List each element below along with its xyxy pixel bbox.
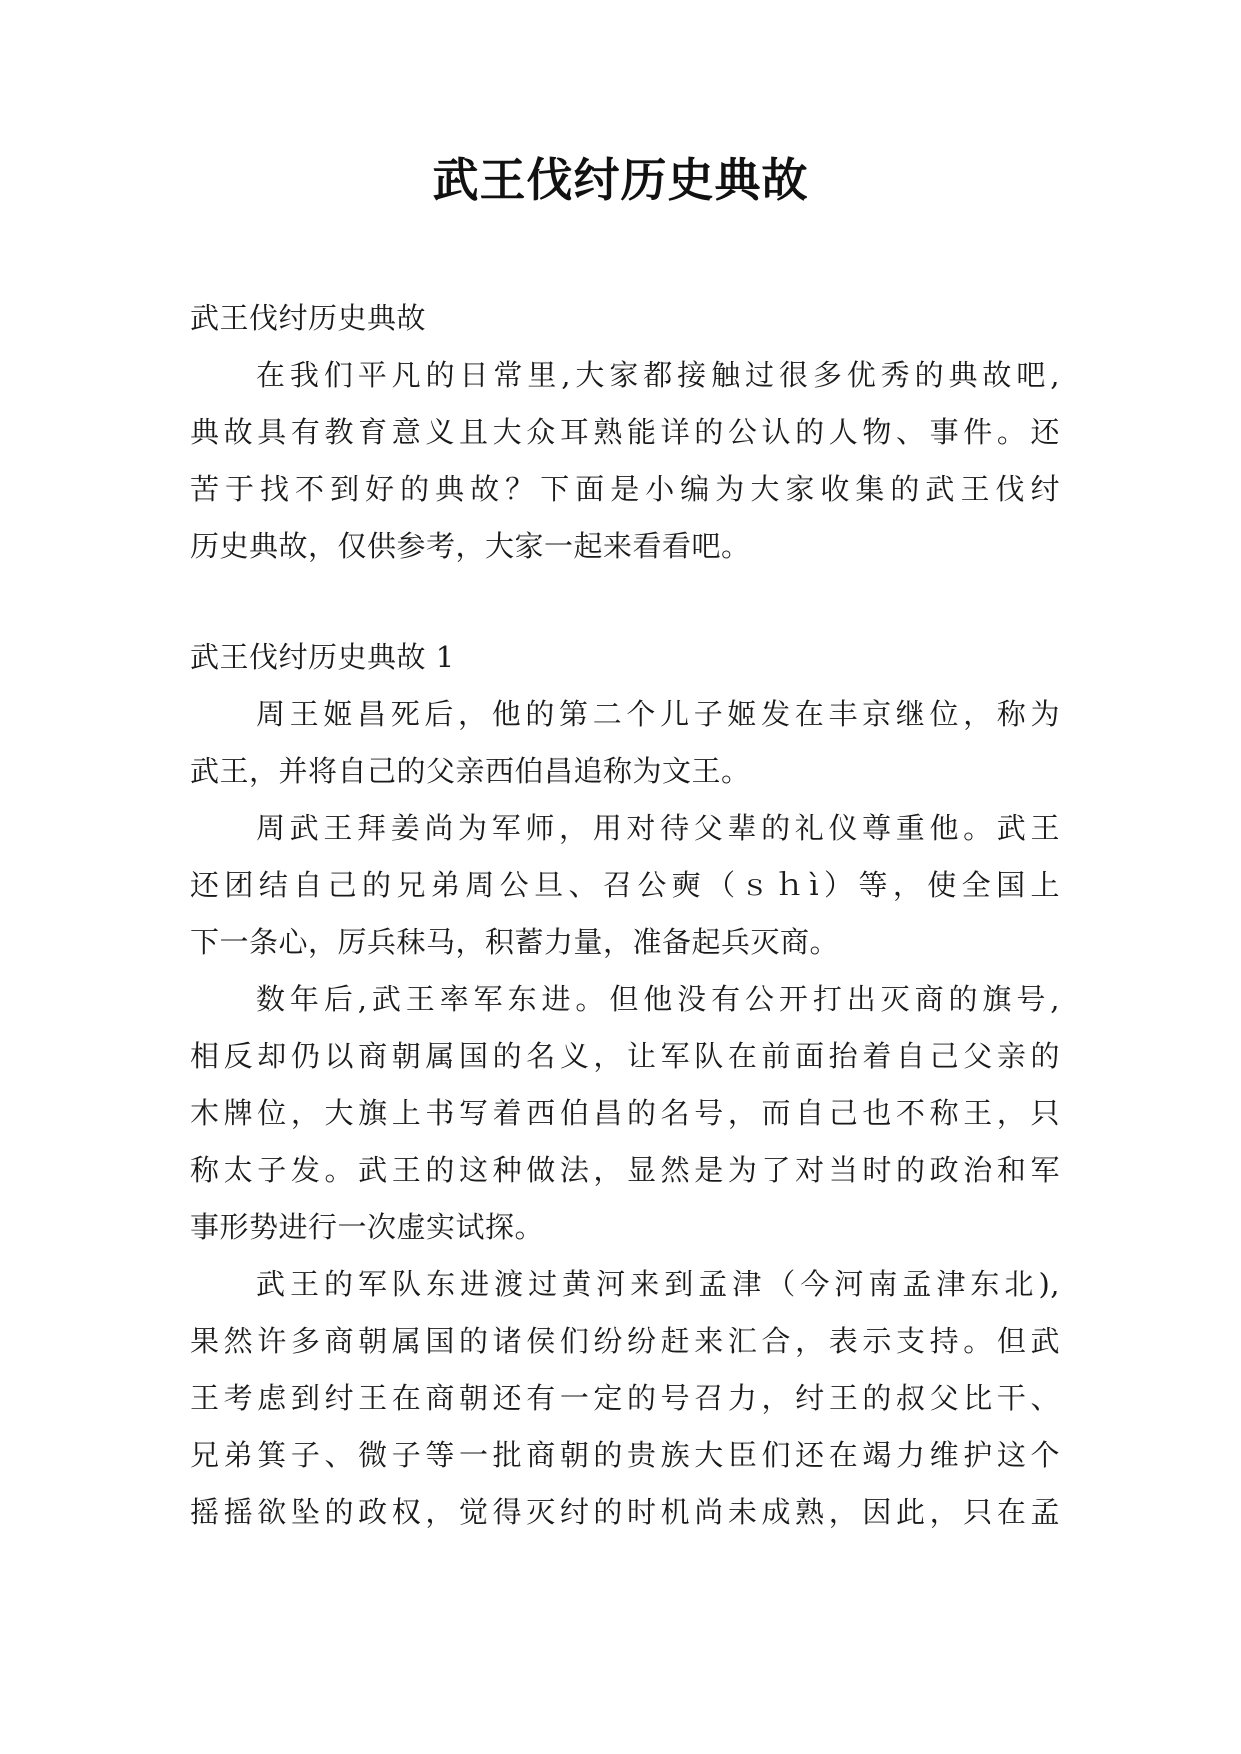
paragraph-line: 摇摇欲坠的政权，觉得灭纣的时机尚未成熟，因此，只在孟 bbox=[190, 1495, 1060, 1529]
paragraph-2 bbox=[190, 800, 1060, 971]
paragraph-line: 还团结自己的兄弟周公旦、召公奭（ｓｈì）等，使全国上 bbox=[190, 868, 1060, 902]
paragraph-line: 王考虑到纣王在商朝还有一定的号召力，纣王的叔父比干、 bbox=[190, 1381, 1060, 1415]
paragraph-4 bbox=[190, 1256, 1060, 1541]
document-body bbox=[190, 290, 1060, 1541]
paragraph-3 bbox=[190, 971, 1060, 1256]
intro-paragraph bbox=[190, 347, 1060, 575]
intro-line-4: 历史典故，仅供参考，大家一起来看看吧。 bbox=[190, 529, 751, 563]
intro-line-3: 苦于找不到好的典故？下面是小编为大家收集的武王伐纣 bbox=[190, 472, 1060, 506]
paragraph-line: 兄弟箕子、微子等一批商朝的贵族大臣们还在竭力维护这个 bbox=[190, 1438, 1060, 1472]
paragraph-line: 下一条心，厉兵秣马，积蓄力量，准备起兵灭商。 bbox=[190, 925, 840, 959]
paragraph-line: 木牌位，大旗上书写着西伯昌的名号，而自己也不称王，只 bbox=[190, 1096, 1060, 1130]
paragraph-line: 武王的军队东进渡过黄河来到孟津（今河南孟津东北), bbox=[256, 1267, 1060, 1301]
paragraph-line: 事形势进行一次虚实试探。 bbox=[190, 1210, 545, 1244]
page-title: 武王伐纣历史典故 bbox=[432, 153, 809, 207]
section-heading: 武王伐纣历史典故 1 bbox=[190, 640, 455, 674]
paragraph-1 bbox=[190, 686, 1060, 800]
paragraph-line: 称太子发。武王的这种做法，显然是为了对当时的政治和军 bbox=[190, 1153, 1060, 1187]
paragraph-line: 周武王拜姜尚为军师，用对待父辈的礼仪尊重他。武王 bbox=[256, 811, 1060, 845]
intro-line-1: 在我们平凡的日常里,大家都接触过很多优秀的典故吧, bbox=[256, 358, 1060, 392]
intro-line-2: 典故具有教育意义且大众耳熟能详的公认的人物、事件。还 bbox=[190, 415, 1060, 449]
paragraph-line: 果然许多商朝属国的诸侯们纷纷赶来汇合，表示支持。但武 bbox=[190, 1324, 1060, 1358]
paragraph-line: 数年后,武王率军东进。但他没有公开打出灭商的旗号, bbox=[256, 982, 1060, 1016]
paragraph-line: 周王姬昌死后，他的第二个儿子姬发在丰京继位，称为 bbox=[256, 697, 1060, 731]
paragraph-line: 相反却仍以商朝属国的名义，让军队在前面抬着自己父亲的 bbox=[190, 1039, 1060, 1073]
subtitle: 武王伐纣历史典故 bbox=[190, 301, 427, 335]
paragraph-line: 武王，并将自己的父亲西伯昌追称为文王。 bbox=[190, 754, 751, 788]
section-spacer bbox=[190, 575, 1060, 629]
